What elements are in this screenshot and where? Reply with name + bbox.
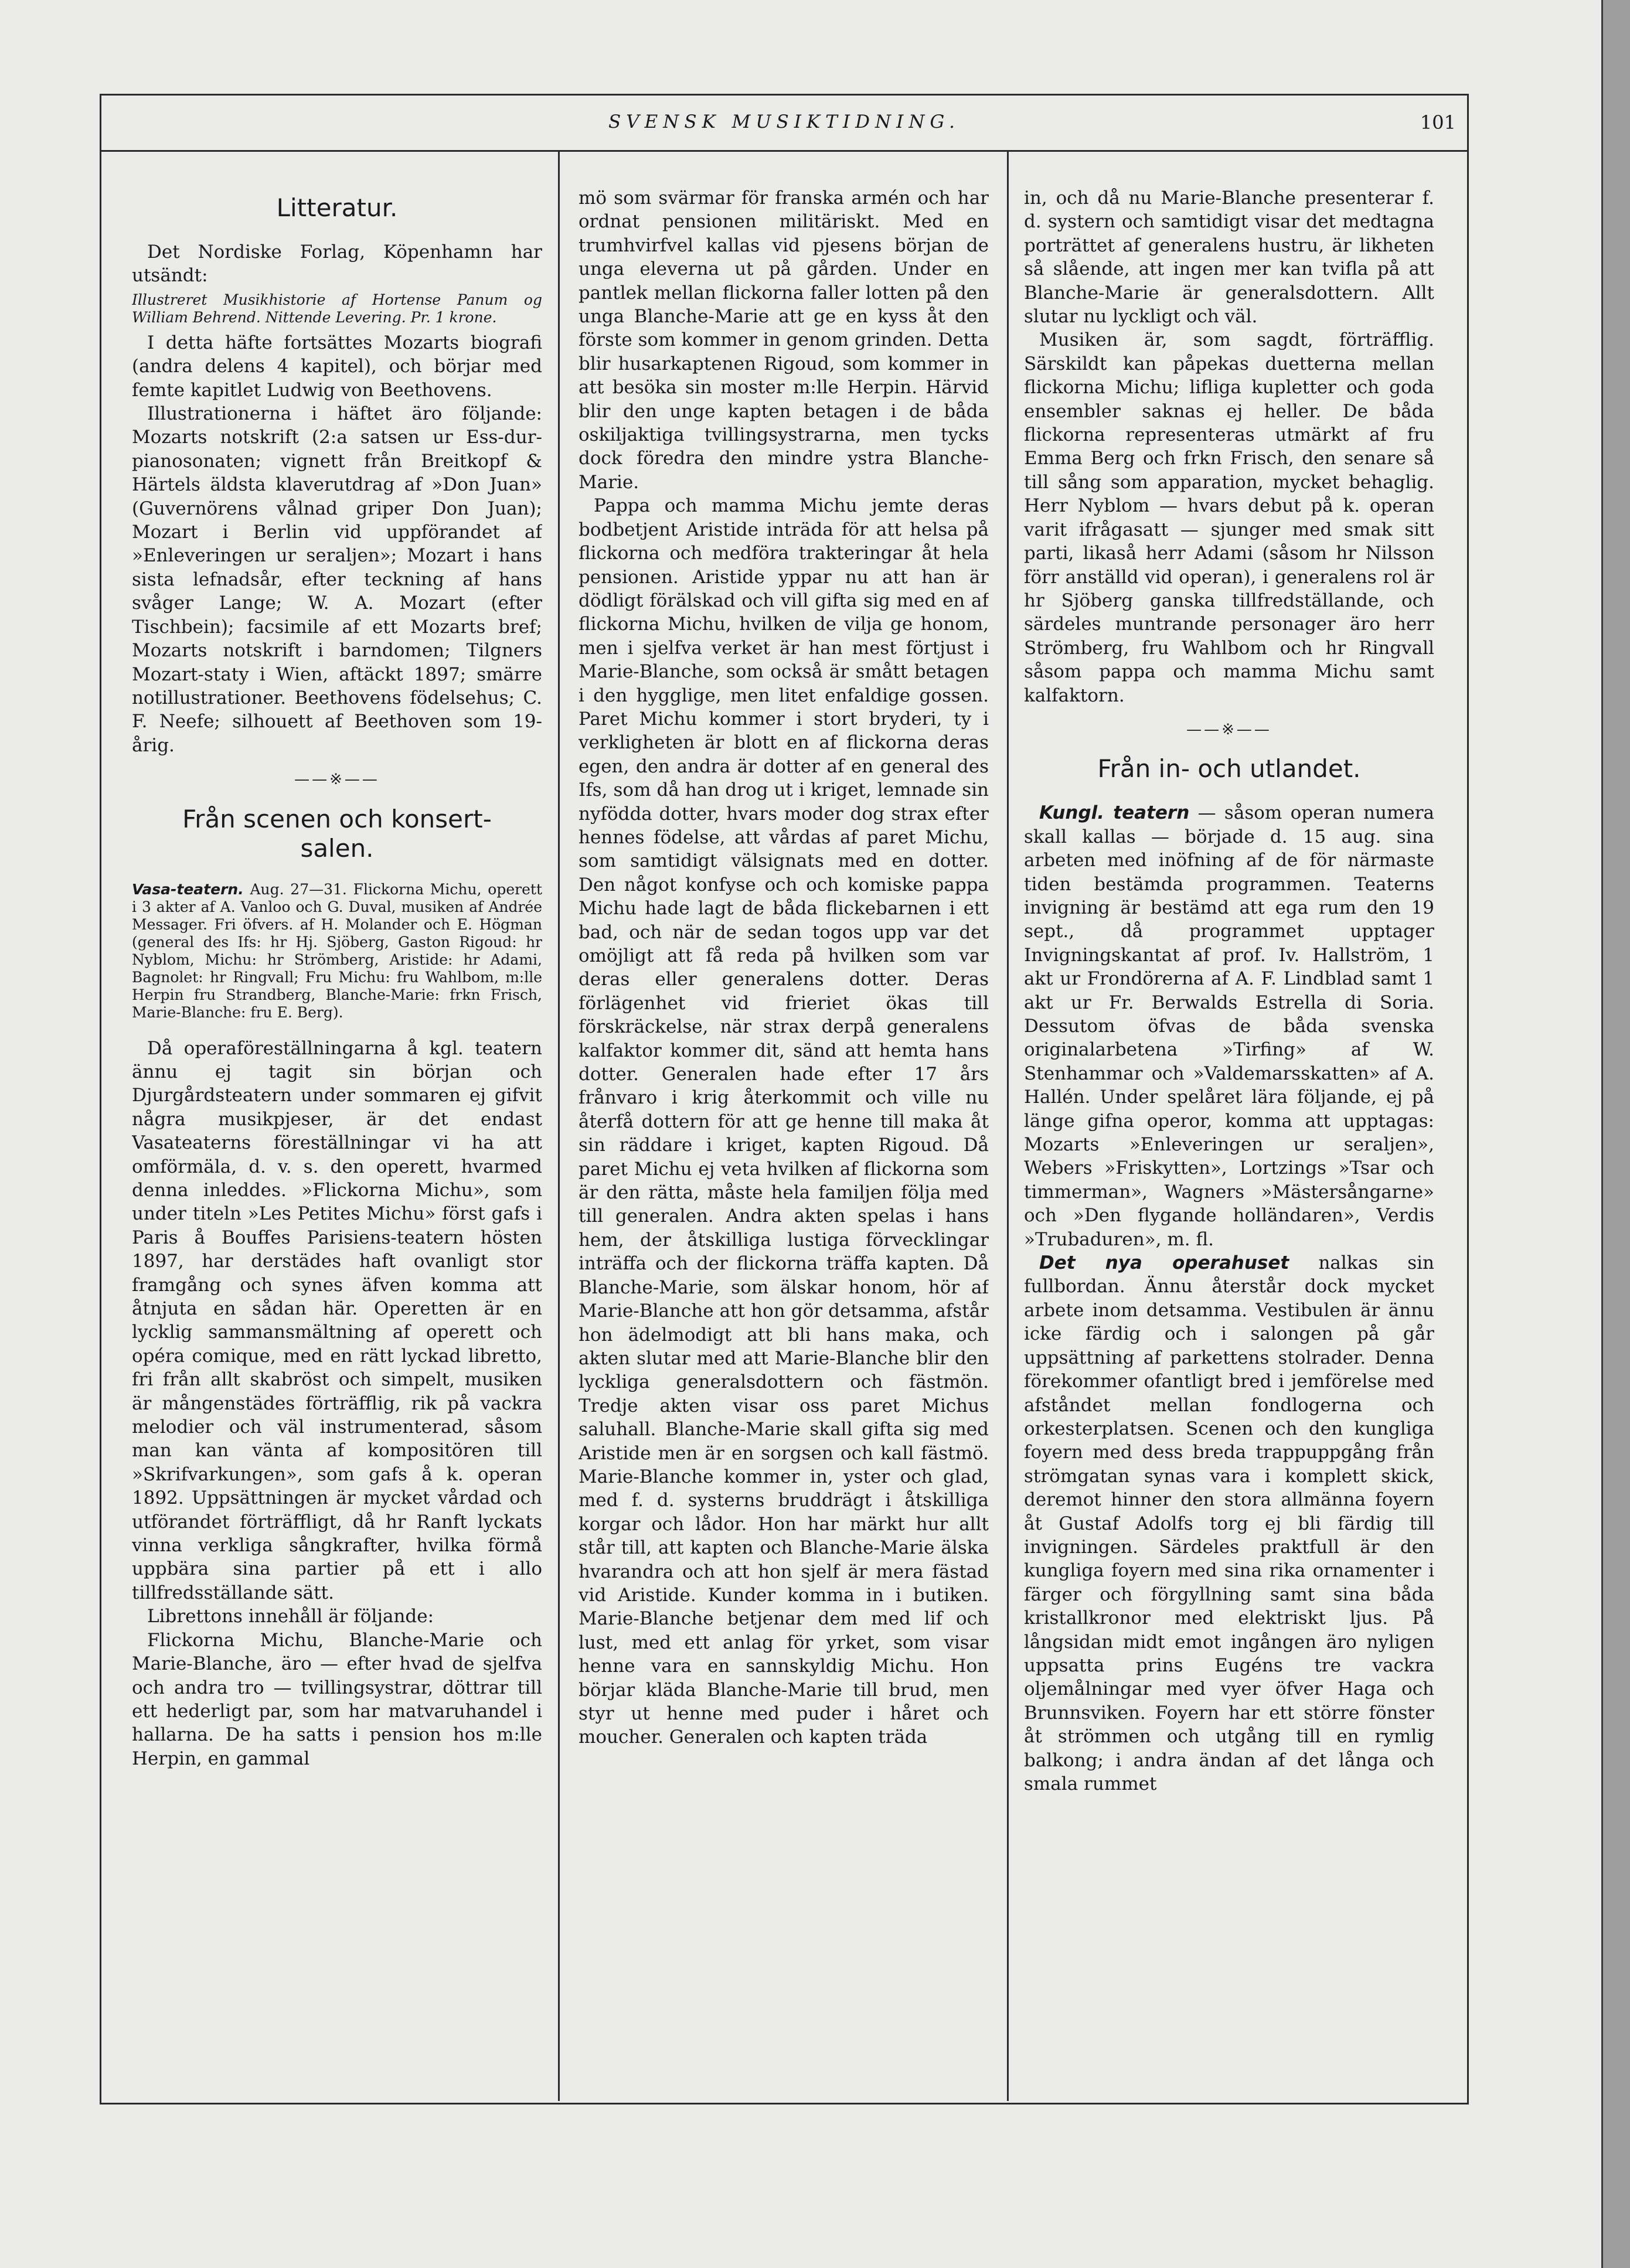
vasa-note-text: Aug. 27—31. Flickorna Michu, operett i 3 akter af A. Vanloo och G. Duval, musiken af Andrée Messager. Fri öfvers. af H. Molander och E. Högman (general des Ifs: hr Hj. Sjöberg, Gaston Rigoud: hr Nyblom, Michu: hr Strömberg, Aristide: hr Adami, Bagnolet: hr Ringvall; Fru Michu: fru Wahlbom, m:lle Herpin fru Strandberg, Blanche-Marie: frkn Frisch, Marie-Blanche: fru E. Berg). bbox=[132, 880, 542, 1021]
kungl-text: — såsom operan numera skall kallas — började d. 15 aug. sina arbeten med inöfning af de för närmaste tiden bestämda programmen. Teaterns invigning är bestämd att ega rum den 19 sept., då programmet upptager Invigningskantat af prof. Iv. Hallström, 1 akt ur Frondörerna af A. F. Lindblad samt 1 akt ur Fr. Berwalds Estrella di Soria. Dessutom öfvas de båda svenska originalarbetena »Tirfing» af W. Stenhammar och »Valdemarsskatten» af A. Hallén. Under spelåret lära följande, ej på länge gifna operor, komma att upptagas: Mozarts »Enleveringen ur seraljen», Webers »Friskytten», Lortzings »Tsar och timmerman», Wagners »Mästersångarne» och »Den flygande holländaren», Verdis »Trubaduren», m. fl. bbox=[1024, 802, 1434, 1250]
kungl-paragraph bbox=[1024, 801, 1434, 1251]
separator: ——※—— bbox=[294, 771, 380, 789]
review-paragraph-2: Musiken är, som sagdt, förträfflig. Särskildt kan påpekas duetterna mellan flickorna Michu; lifliga kupletter och goda ensembler saknas ej heller. De båda flickorna representeras utmärkt af fru Emma Berg och frkn Frisch, den senare så till sång som apparation, mycket behaglig. Herr Nyblom — hvars debut på k. operan varit ifrågasatt — sjunger med smak sitt parti, likaså herr Adami (såsom hr Nilsson förr anställd vid operan), i generalens rol är hr Sjöberg ganska tillfredställande, och särdeles muntrande personager äro herr Strömberg, fru Wahlbom och hr Ringvall såsom pappa och mamma Michu samt kalfaktorn. bbox=[1024, 329, 1434, 706]
kungl-kicker: Kungl. teatern bbox=[1039, 802, 1190, 824]
page-header bbox=[100, 98, 1469, 152]
plot-paragraph-2: Pappa och mamma Michu jemte deras bodbetjent Aristide inträda för att helsa på flickorna och medföra trakteringar åt hela pensionen. Aristide yppar nu att han är dödligt förälskad och vill gifta sig med en af flickorna Michu, hvilken de vilja ge honom, men i sjelfva verket är han mest förtjust i Marie-Blanche, som också är smått betagen i den hygglige, men litet enfaldige gossen. Paret Michu kommer i stort bryderi, ty i verkligheten är blott en af flickorna deras egen, den andra är dotter af en general des Ifs, som då han drog ut i kriget, lemnade sin nyfödda dotter, hvars moder dog strax efter hennes födelse, att vårdas af paret Michu, som samtidigt välsignats med en dotter. Den något konfyse och och komiske pappa Michu hade lagt de båda flickebarnen i ett bad, och när de sedan togos upp var det omöjligt att få reda på hvilken som var deras eller generalens dotter. Deras förlägenhet vid frieriet ökas till förskräckelse, när strax derpå generalens kalfaktor kommer dit, sänd att hemta hans dotter. Generalen hade efter 17 års frånvaro i krig återkommit och ville nu återfå dottern för att ge henne till maka åt sin räddare i kriget, kapten Rigoud. Då paret Michu ej veta hvilken af flickorna som är den rätta, måste hela familjen följa med till generalen. Andra akten spelas i hans hem, der åtskilliga lustiga förvecklingar inträffa och der flickorna träffa kapten. Då Blanche-Marie, som älskar honom, hör af Marie-Blanche att hon gör detsamma, afstår hon ädelmodigt att bli hans maka, och akten slutar med att Marie-Blanche blir den lyckliga generalsdottern och fästmön. Tredje akten visar oss paret Michus saluhall. Blanche-Marie skall gifta sig med Aristide men är en sorgsen och kall fästmö. Marie-Blanche kommer in, yster och glad, med f. d. systerns bruddrägt i åtskilliga korgar och lådor. Hon har märkt hur allt står till, att kapten och Blanche-Marie älska hvarandra och att hon sjelf är mera fästad vid Aristide. Kunder komma in i butiken. Marie-Blanche betjenar dem med lif och lust, med ett anlag för yrket, som visar henne vara en sannskyldig Michu. Hon börjar kläda Blanche-Marie till brud, men styr ut henne med puder i håret och moucher. Generalen och kapten träda bbox=[579, 495, 989, 1748]
lit-paragraph-2: Illustrationerna i häftet äro följande: Mozarts notskrift (2:a satsen ur Ess-dur-pianosonaten; vignett från Breitkopf & Härtels äldsta klaverutdrag af »Don Juan» (Guvernörens vålnad griper Don Juan); Mozart i Berlin vid uppförandet af »Enleveringen ur seraljen»; Mozart i hans sista lefnadsår, efter teckning af hans svåger Lange; W. A. Mozart (efter Tischbein); facsimile af ett Mozarts bref; Mozarts notskrift i barndomen; Tilgners Mozart-staty i Wien, aftäckt 1897; smärre notillustrationer. Beethovens födelsehus; C. F. Neefe; silhouett af Beethoven som 19-årig. bbox=[132, 403, 542, 756]
heading-utlandet: Från in- och utlandet. bbox=[1097, 754, 1361, 784]
nya-paragraph bbox=[1024, 1251, 1434, 1796]
plot-paragraph-1: mö som svärmar för franska armén och har ordnat pensionen militäriskt. Med en trumhvirfvel kallas vid pjesens början de unga eleverna ut på gården. Under en pantlek mellan flickorna faller lotten på den unga Blanche-Marie att ge en kyss åt den förste som kommer in genom grinden. Detta blir husarkaptenen Rigoud, som kommer in att besöka sin moster m:lle Herpin. Härvid blir den unge kapten betagen i de båda oskiljaktiga tvillingsystrarna, men tycks dock föredra den mindre ystra Blanche-Marie. bbox=[579, 188, 989, 493]
vasa-note bbox=[132, 881, 542, 1021]
vasa-kicker: Vasa-teatern. bbox=[132, 880, 244, 898]
vasa-paragraph-3: Flickorna Michu, Blanche-Marie och Marie-Blanche, äro — efter hvad de sjelfva och andra tro — tvillingsystrar, döttrar till ett hederligt par, som har matvaruhandel i hallarna. De ha satts i pension hos m:lle Herpin, en gammal bbox=[132, 1629, 542, 1769]
column-rule-1 bbox=[558, 151, 560, 2101]
heading-litteratur: Litteratur. bbox=[276, 193, 398, 222]
vasa-paragraph-2: Librettons innehåll är följande: bbox=[147, 1606, 434, 1627]
nya-text: nalkas sin fullbordan. Ännu återstår dock mycket arbete inom detsamma. Vestibulen är ännu icke färdig och i salongen på går uppsättning af parkettens stolrader. Denna förekommer ofantligt bred i jemförelse med afståndet mellan fondlogerna och orkesterplatsen. Scenen och den kungliga foyern med dess breda trappuppgång från strömgatan synas vara i komplett skick, deremot hinner den stora allmänna foyern åt Gustaf Adolfs torg ej bli färdig till invigningen. Särdeles praktfull är den kungliga foyern med sina rika ornamenter i färger och förgyllning samt sina båda kristallkronor med elektriskt ljus. På långsidan midt emot ingången äro nyligen uppsatta prins Eugéns tre vackra oljemålningar med vyer öfver Haga och Brunnsviken. Foyern har ett större fönster åt strömmen och utgång till en rymlig balkong; i andra ändan af det långa och smala rummet bbox=[1024, 1252, 1434, 1794]
separator: ——※—— bbox=[1186, 720, 1272, 738]
page-number: 101 bbox=[1420, 111, 1456, 134]
column-1 bbox=[132, 176, 542, 2098]
vasa-paragraph-1: Då operaföreställningarna å kgl. teatern ännu ej tagit sin början och Djurgårdsteatern under sommaren ej gifvit några musikpjeser, är det endast Vasateaterns föreställningar vi ha att omförmäla, d. v. s. den operett, hvarmed denna inleddes. »Flickorna Michu», som under titeln »Les Petites Michu» först gafs i Paris å Bouffes Parisiens-teatern hösten 1897, har derstädes haft ovanligt stor framgång och synes äfven komma att åtnjuta en sådan här. Operetten är en lycklig sammansmältning af operett och opéra comique, med en rätt lyckad libretto, fri från allt skabröst och simpelt, musiken är mångenstädes förträfflig, rik på vackra melodier och väl instrumenterad, såsom man kan vänta af kompositören till »Skrifvarkungen», som gafs å k. operan 1892. Uppsättningen är mycket vårdad och utförandet förträffligt, då hr Ranft lyckats vinna verkliga sångkrafter, hvilka förmå uppbära sina partier på ett i allo tillfredsställande sätt. bbox=[132, 1037, 542, 1603]
lit-book: Illustreret Musikhistorie af Hortense Panum og William Behrend. Nittende Levering. Pr. 1 krone. bbox=[132, 291, 542, 326]
column-2 bbox=[579, 186, 989, 2109]
running-title: SVENSK MUSIKTIDNING. bbox=[608, 111, 960, 132]
column-3 bbox=[1024, 186, 1434, 2109]
review-paragraph-1: in, och då nu Marie-Blanche presenterar f. d. systern och samtidigt visar det medtagna porträttet af generalens hustru, är likheten så slående, att ingen mer kan tvifla på att Blanche-Marie är generalsdottern. Allt slutar nu lyckligt och väl. bbox=[1024, 188, 1434, 328]
nya-kicker: Det nya operahuset bbox=[1039, 1252, 1289, 1274]
heading-scenen: Från scenen och konsert-salen. bbox=[182, 804, 492, 863]
lit-intro: Det Nordiske Forlag, Köpenhamn har utsändt: bbox=[132, 241, 542, 287]
lit-paragraph-1: I detta häfte fortsättes Mozarts biografi (andra delens 4 kapitel), och börjar med femte kapitlet Ludwig von Beethovens. bbox=[132, 332, 542, 401]
page-edge bbox=[1603, 0, 1630, 2268]
column-rule-2 bbox=[1007, 151, 1009, 2101]
